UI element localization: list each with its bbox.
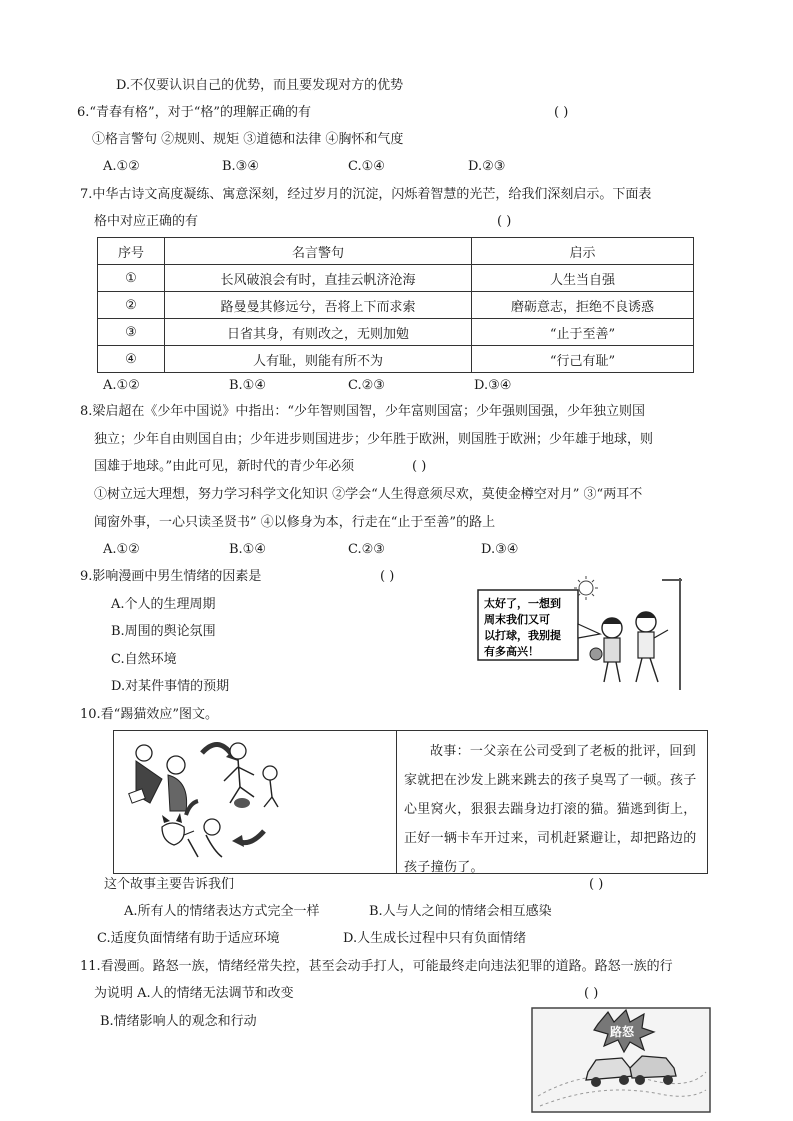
- q11-answer-bracket: ( ): [584, 986, 599, 1001]
- table-header: 启示: [472, 238, 694, 265]
- q11-stem-line2: 为说明 A.人的情绪无法调节和改变: [94, 986, 294, 1001]
- q11-option-b: B.情绪影响人的观念和行动: [100, 1014, 257, 1029]
- q9-option-d: D.对某件事情的预期: [111, 679, 230, 694]
- q10-story-text: 故事：一父亲在公司受到了老板的批评，回到家就把在沙发上跳来跳去的孩子臭骂了一顿。孩子心里窝火，狠狠去踹身边打滚的猫。猫逃到街上，正好一辆卡车开过来，司机赶紧避让，却把路边的孩子撞伤了。: [404, 744, 697, 875]
- q9-option-c: C.自然环境: [111, 652, 177, 667]
- q8-option-a: A.①②: [103, 542, 140, 557]
- q9-option-a: A.个人的生理周期: [111, 597, 216, 612]
- table-cell: 路曼曼其修远兮，吾将上下而求索: [165, 292, 472, 319]
- table-cell: 人生当自强: [472, 265, 694, 292]
- q7-option-b: B.①④: [229, 378, 266, 393]
- table-cell: ④: [98, 346, 165, 373]
- table-header: 序号: [98, 238, 165, 265]
- q6-option-b: B.③④: [222, 159, 259, 174]
- q9-answer-bracket: ( ): [380, 569, 395, 584]
- q6-stem: 6.“青春有格”，对于“格”的理解正确的有: [77, 105, 311, 120]
- q9-cartoon-drawing: [472, 574, 690, 694]
- table-cell: 人有耻，则能有所不为: [165, 346, 472, 373]
- kick-cat-cartoon: [114, 731, 396, 871]
- table-header: 名言警句: [165, 238, 472, 265]
- q9-stem: 9.影响漫画中男生情绪的因素是: [80, 569, 262, 584]
- table-cell: 磨砺意志，拒绝不良诱惑: [472, 292, 694, 319]
- q11-road-rage-cartoon: [530, 1006, 712, 1114]
- q7-option-a: A.①②: [103, 378, 140, 393]
- table-cell: “止于至善”: [472, 319, 694, 346]
- q8-stem-line2: 独立；少年自由则国自由；少年进步则国进步；少年胜于欧洲，则国胜于欧洲；少年雄于地球，则: [94, 432, 654, 447]
- table-cell: ②: [98, 292, 165, 319]
- q9-cartoon: [472, 574, 690, 694]
- q10-stem: 10.看“踢猫效应”图文。: [80, 707, 218, 722]
- table-row: [98, 292, 694, 319]
- table-header-row: [98, 238, 694, 265]
- q10-story-box: [113, 730, 708, 874]
- table-cell: ③: [98, 319, 165, 346]
- speech-line: 有多高兴！: [484, 645, 539, 658]
- speech-line: 以打球，我别提: [484, 629, 561, 642]
- q7-answer-bracket: ( ): [497, 214, 512, 229]
- q8-stem-line1: 8.梁启超在《少年中国说》中指出：“少年智则国智，少年富则国富；少年强则国强，少年独立则国: [80, 404, 646, 419]
- q6-answer-bracket: ( ): [554, 105, 569, 120]
- q8-option-b: B.①④: [229, 542, 266, 557]
- q8-option-d: D.③④: [481, 542, 519, 557]
- q7-stem-line2: 格中对应正确的有: [94, 214, 199, 229]
- q10-option-b: B.人与人之间的情绪会相互感染: [369, 904, 552, 919]
- q10-question: 这个故事主要告诉我们: [104, 877, 235, 892]
- q9-option-b: B.周围的舆论氛围: [111, 624, 216, 639]
- q6-option-c: C.①④: [348, 159, 385, 174]
- q7-stem-line1: 7.中华古诗文高度凝练、寓意深刻，经过岁月的沉淀，闪烁着智慧的光芒，给我们深刻启示。下面表: [80, 187, 652, 202]
- q10-option-d: D.人生成长过程中只有负面情绪: [343, 931, 527, 946]
- q5-option-d: D.不仅要认识自己的优势，而且要发现对方的优势: [116, 78, 404, 93]
- q6-option-d: D.②③: [468, 159, 506, 174]
- q10-option-c: C.适度负面情绪有助于适应环境: [97, 931, 280, 946]
- table-row: [98, 319, 694, 346]
- q7-option-c: C.②③: [348, 378, 385, 393]
- q11-stem-line1: 11.看漫画。路怒一族，情绪经常失控，甚至会动手打人，可能最终走向违法犯罪的道路。路怒一族的行: [80, 959, 673, 974]
- speech-line: 周末我们又可: [484, 613, 550, 626]
- q7-table: [97, 237, 694, 373]
- q10-answer-bracket: ( ): [589, 877, 604, 892]
- road-rage-label: 路怒: [610, 1025, 635, 1039]
- q6-items: ①格言警句 ②规则、规矩 ③道德和法律 ④胸怀和气度: [92, 132, 404, 147]
- q8-items-line1: ①树立远大理想，努力学习科学文化知识 ②学会“人生得意须尽欢，莫使金樽空对月” ③“两耳不: [94, 487, 643, 502]
- table-cell: 长风破浪会有时，直挂云帆济沧海: [165, 265, 472, 292]
- table-row: [98, 346, 694, 373]
- q7-option-d: D.③④: [474, 378, 512, 393]
- table-cell: ①: [98, 265, 165, 292]
- road-rage-drawing: [530, 1006, 712, 1114]
- q8-items-line2: 闻窗外事，一心只读圣贤书” ④以修身为本，行走在“止于至善”的路上: [94, 515, 496, 530]
- table-cell: “行己有耻”: [472, 346, 694, 373]
- q8-stem-line3: 国雄于地球。”由此可见，新时代的青少年必须: [94, 459, 355, 474]
- table-row: [98, 265, 694, 292]
- speech-line: 太好了，一想到: [484, 597, 561, 610]
- q8-option-c: C.②③: [348, 542, 385, 557]
- q10-option-a: A.所有人的情绪表达方式完全一样: [124, 904, 320, 919]
- q8-answer-bracket: ( ): [412, 459, 427, 474]
- q6-option-a: A.①②: [103, 159, 140, 174]
- story-divider: [396, 731, 397, 873]
- table-cell: 日省其身，有则改之，无则加勉: [165, 319, 472, 346]
